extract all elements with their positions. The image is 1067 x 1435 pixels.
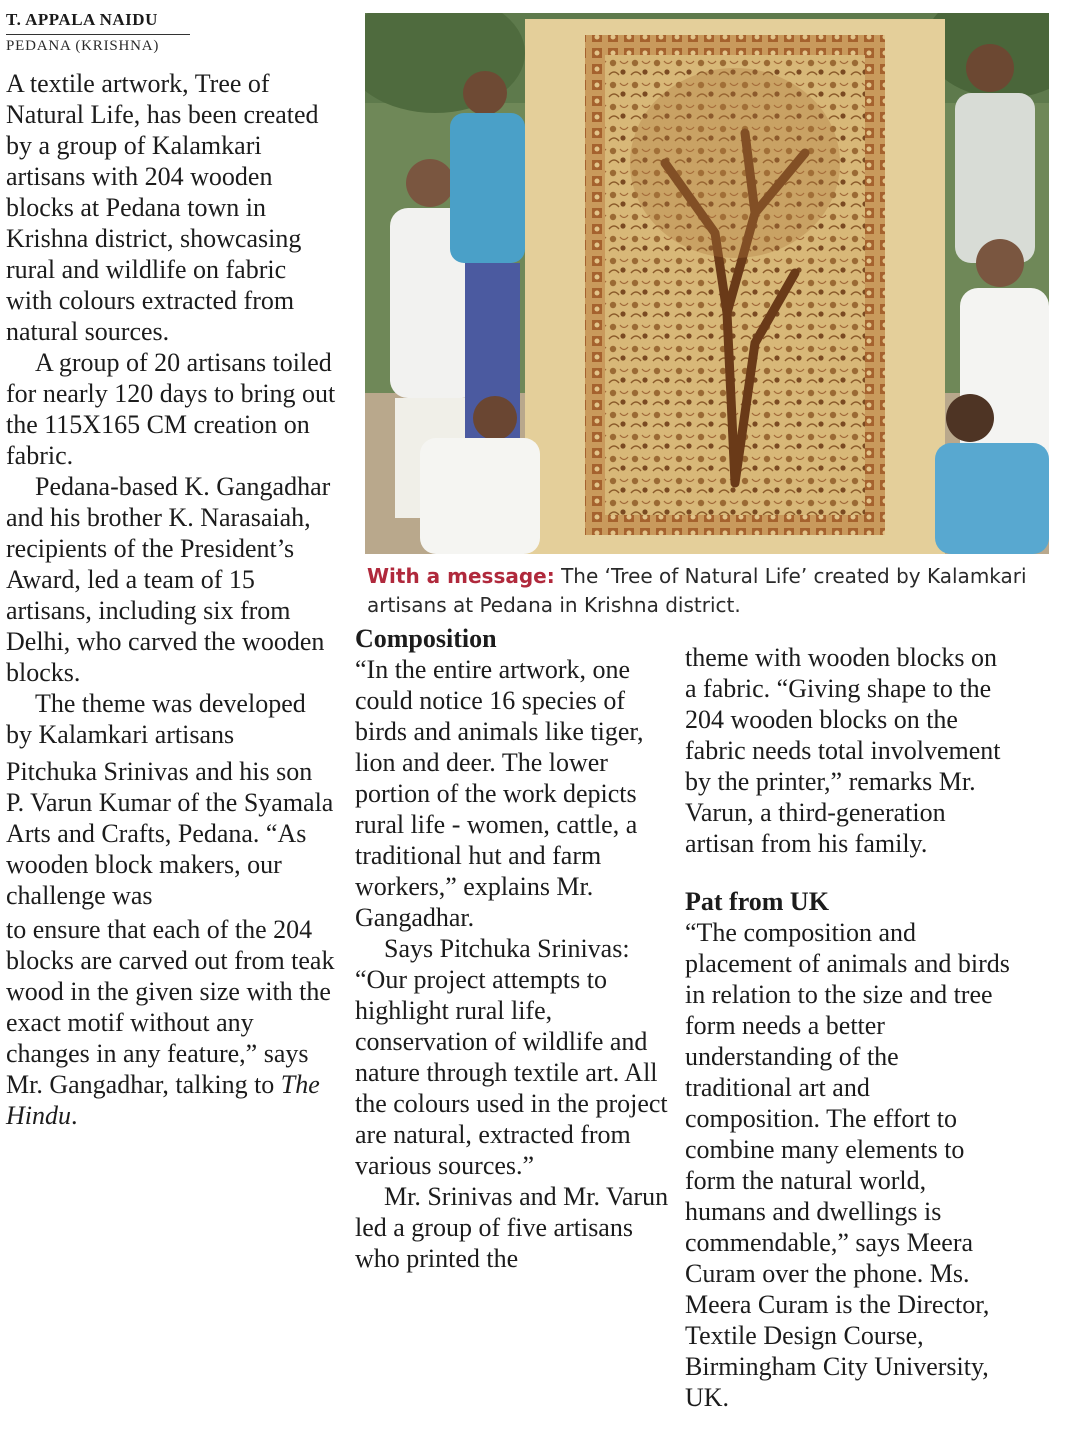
article-column-1 — [6, 68, 336, 1131]
paragraph: Pedana-based K. Gangadhar and his brother K. Narasaiah, recipients of the President’s Award, led a team of 15 artisans, including six from Delhi, who carved the wooden blocks. — [6, 472, 331, 687]
caption-text: The ‘Tree of Natural Life’ created by Kalamkari artisans at Pedana in Krishna district. — [367, 564, 1027, 617]
section-heading-pat-from-uk: Pat from UK — [685, 887, 829, 916]
text-span: to ensure that each of the 204 blocks are carved out from teak wood in the given size with the exact motif without any changes in any feature,” says Mr. Gangadhar, talking to — [6, 915, 335, 1099]
paragraph: “In the entire artwork, one could notice 16 species of birds and animals like tiger, lion and deer. The lower portion of the work depicts rural life - women, cattle, a traditional hut and farm workers,” explains Mr. Gangadhar. — [355, 655, 644, 932]
byline-rule — [6, 34, 190, 35]
byline-place: PEDANA (KRISHNA) — [6, 38, 160, 54]
kalamkari-textile-illustration — [365, 13, 1049, 554]
paragraph: A textile artwork, Tree of Natural Life, has been created by a group of Kalamkari artisans with 204 wooden blocks at Pedana town in Krishna district, showcasing rural and wildlife on fabric with colours extracted from natural sources. — [6, 69, 319, 346]
paragraph — [6, 914, 336, 1131]
text-span: . — [71, 1101, 78, 1130]
byline-author: T. APPALA NAIDU — [6, 10, 158, 29]
caption-lead: With a message: — [367, 564, 555, 588]
article-column-2 — [355, 624, 673, 1274]
paragraph: Pitchuka Srinivas and his son P. Varun Kumar of the Syamala Arts and Crafts, Pedana. “As wooden block makers, our challenge was — [6, 757, 334, 910]
paragraph: theme with wooden blocks on a fabric. “Giving shape to the 204 wooden blocks on the fabric needs total involvement by the printer,” remarks Mr. Varun, a third-generation artisan from his family. — [685, 643, 1001, 858]
article-photo — [365, 13, 1049, 554]
paragraph: Mr. Srinivas and Mr. Varun led a group of five artisans who printed the — [355, 1182, 669, 1273]
paragraph: “The composition and placement of animals and birds in relation to the size and tree form needs a better understanding of the traditional art and composition. The effort to combine many elements to form the natural world, humans and dwellings is commendable,” says Meera Curam over the phone. Ms. Meera Curam is the Director, Textile Design Course, Birmingham City University, UK. — [685, 918, 1010, 1412]
section-heading-composition: Composition — [355, 624, 497, 653]
paragraph: Says Pitchuka Srinivas: “Our project attempts to highlight rural life, conservation of wildlife and nature through textile art. All the colours used in the project are natural, extracted from various sources.” — [355, 934, 668, 1180]
photo-caption — [367, 562, 1027, 620]
article-column-3 — [685, 642, 1010, 1413]
paragraph: A group of 20 artisans toiled for nearly 120 days to bring out the 115X165 CM creation on fabric. — [6, 348, 336, 470]
publication-name: The Hindu — [6, 1070, 320, 1130]
paragraph: The theme was developed by Kalamkari artisans — [6, 689, 306, 749]
